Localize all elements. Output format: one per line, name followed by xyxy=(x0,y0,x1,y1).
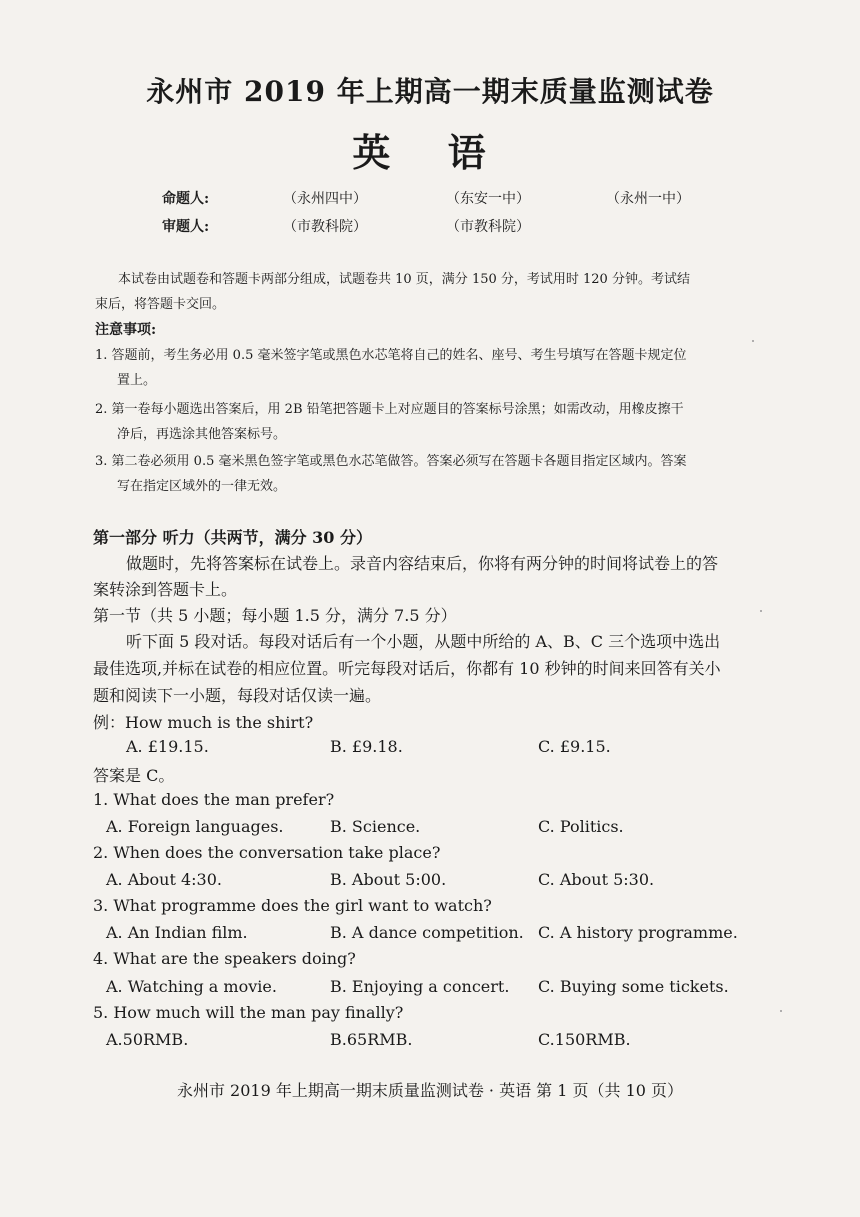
exam-title: 永州市 2019 年上期高一期末质量监测试卷 xyxy=(146,75,714,108)
question-5: 5. How much will the man pay finally? xyxy=(93,1003,404,1022)
question-4: 4. What are the speakers doing? xyxy=(93,949,356,968)
question-1: 1. What does the man prefer? xyxy=(93,790,335,809)
instr-line-1: 听下面 5 段对话。每段对话后有一个小题，从题中所给的 A、B、C 三个选项中选出 xyxy=(126,632,721,651)
question-5-option-a: A.50RMB. xyxy=(106,1030,189,1049)
question-4-option-b: B. Enjoying a concert. xyxy=(330,977,510,996)
question-2: 2. When does the conversation take place? xyxy=(93,843,441,862)
note-3-line-1: 3. 第二卷必须用 0.5 毫米黑色签字笔或黑色水芯笔做答。答案必须写在答题卡各题目指定区域内。答案 xyxy=(95,454,687,469)
question-4-option-c: C. Buying some tickets. xyxy=(538,977,729,996)
part1-heading: 第一部分 听力（共两节，满分 30 分） xyxy=(93,528,372,547)
example-answer: 答案是 C。 xyxy=(93,766,175,785)
proposer-2: （东安一中） xyxy=(446,191,530,207)
question-3-option-b: B. A dance competition. xyxy=(330,923,524,942)
part1-desc-line-2: 案转涂到答题卡上。 xyxy=(93,580,238,599)
intro-line-1: 本试卷由试题卷和答题卡两部分组成，试题卷共 10 页，满分 150 分，考试用时 120 分钟。考试结 xyxy=(118,272,690,287)
question-5-option-b: B.65RMB. xyxy=(330,1030,413,1049)
proposer-1: （永州四中） xyxy=(283,191,367,207)
page-footer: 永州市 2019 年上期高一期末质量监测试卷 · 英语 第 1 页（共 10 页） xyxy=(176,1081,684,1100)
example-question: 例：How much is the shirt? xyxy=(93,713,314,732)
question-1-option-c: C. Politics. xyxy=(538,817,624,836)
question-2-option-b: B. About 5:00. xyxy=(330,870,447,889)
question-1-option-a: A. Foreign languages. xyxy=(106,817,284,836)
reviewer-1: （市教科院） xyxy=(283,219,367,235)
question-5-option-c: C.150RMB. xyxy=(538,1030,631,1049)
example-option-c: C. £9.15. xyxy=(538,737,611,756)
question-4-option-a: A. Watching a movie. xyxy=(106,977,277,996)
instr-line-2: 最佳选项,并标在试卷的相应位置。听完每段对话后，你都有 10 秒钟的时间来回答有关小 xyxy=(93,659,721,678)
section1-heading: 第一节（共 5 小题；每小题 1.5 分，满分 7.5 分） xyxy=(93,606,457,625)
proposer-label: 命题人: xyxy=(162,191,210,207)
note-2-line-2: 净后，再选涂其他答案标号。 xyxy=(117,427,287,442)
example-option-b: B. £9.18. xyxy=(330,737,403,756)
note-1-line-2: 置上。 xyxy=(117,373,157,388)
scan-speck xyxy=(752,340,754,342)
part1-desc-line-1: 做题时，先将答案标在试卷上。录音内容结束后，你将有两分钟的时间将试卷上的答 xyxy=(126,554,719,573)
subject-title: 英 语 xyxy=(352,130,508,175)
scan-speck xyxy=(780,1010,782,1012)
question-1-option-b: B. Science. xyxy=(330,817,421,836)
note-3-line-2: 写在指定区域外的一律无效。 xyxy=(117,479,287,494)
note-2-line-1: 2. 第一卷每小题选出答案后，用 2B 铅笔把答题卡上对应题目的答案标号涂黑；如需改动，用橡皮擦干 xyxy=(95,402,684,417)
scan-speck xyxy=(760,610,762,612)
reviewer-2: （市教科院） xyxy=(446,219,530,235)
instr-line-3: 题和阅读下一小题，每段对话仅读一遍。 xyxy=(93,686,382,705)
proposer-3: （永州一中） xyxy=(606,191,690,207)
question-2-option-a: A. About 4:30. xyxy=(106,870,222,889)
notes-heading: 注意事项: xyxy=(95,322,157,338)
note-1-line-1: 1. 答题前，考生务必用 0.5 毫米签字笔或黑色水芯笔将自己的姓名、座号、考生号填写在答题卡规定位 xyxy=(95,348,687,363)
question-3-option-c: C. A history programme. xyxy=(538,923,738,942)
question-3-option-a: A. An Indian film. xyxy=(106,923,248,942)
intro-line-2: 束后，将答题卡交回。 xyxy=(95,297,226,312)
example-option-a: A. £19.15. xyxy=(126,737,209,756)
reviewer-label: 审题人: xyxy=(162,219,210,235)
question-2-option-c: C. About 5:30. xyxy=(538,870,655,889)
question-3: 3. What programme does the girl want to watch? xyxy=(93,896,492,915)
